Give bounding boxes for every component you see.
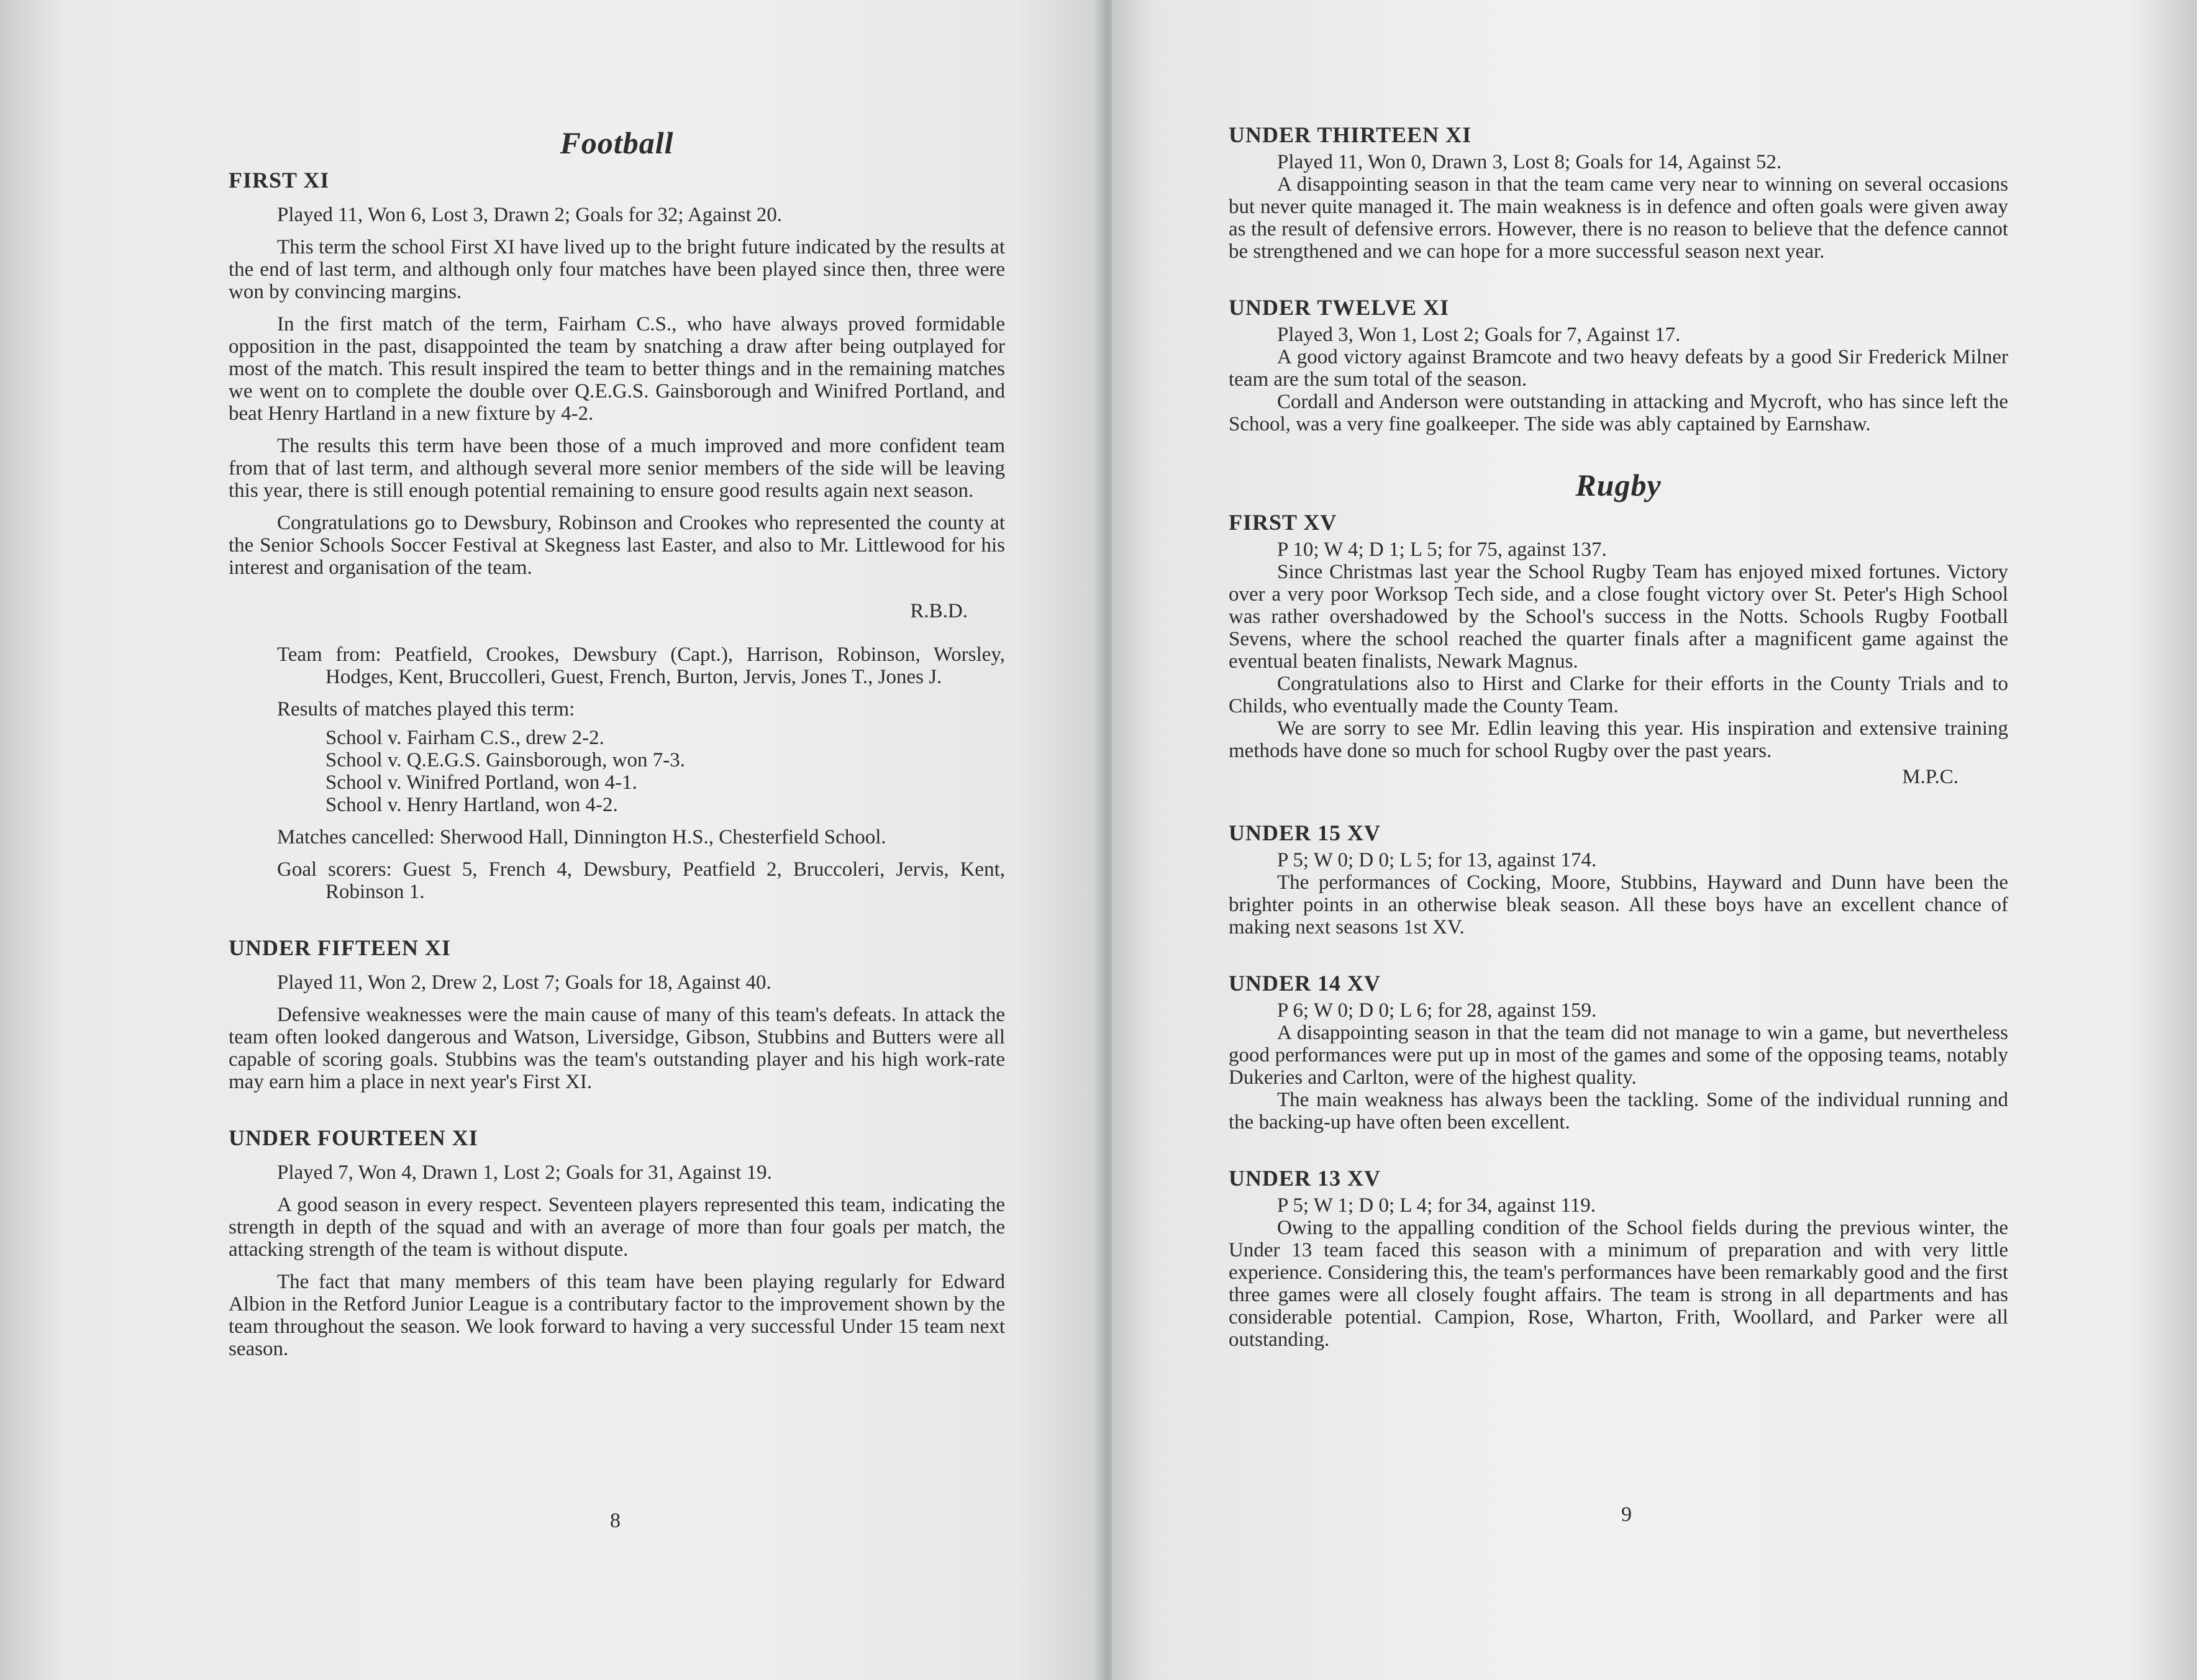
under-twelve-xi-heading: UNDER TWELVE XI <box>1229 295 1450 320</box>
first-xv-para: Since Christmas last year the School Rugby Team has enjoyed mixed fortunes. Victory over a very poor Worksop Tech side, and a close fought victory over St. Peter's High School was rather overshadowed by the School's success in the Notts. Schools Rugby Football Sevens, where the school reached the quarter finals after a magnificent game against the eventual beaten finalists, Newark Magnus. <box>1229 561 2008 673</box>
signature-initials: M.P.C. <box>1902 766 1958 788</box>
results-label: Results of matches played this term: <box>277 698 575 720</box>
right-page <box>1112 0 2197 1680</box>
first-xv-para: Congratulations also to Hirst and Clarke for their efforts in the County Trials and to Childs, who eventually made the County Team. <box>1229 673 2008 717</box>
under-14-xv-para: The main weakness has always been the tackling. Some of the individual running and the backing-up have often been excellent. <box>1229 1089 2008 1133</box>
under-twelve-xi-para: Cordall and Anderson were outstanding in attacking and Mycroft, who has since left the School, was a very fine goalkeeper. The side was ably captained by Earnshaw. <box>1229 391 2008 435</box>
results-list <box>229 727 1005 816</box>
under-fourteen-record: Played 7, Won 4, Drawn 1, Lost 2; Goals for 31, Against 19. <box>277 1161 772 1184</box>
football-title: Football <box>560 125 674 160</box>
under-fourteen-para: A good season in every respect. Seventeen players represented this team, indicating the strength in depth of the squad and with an average of more than four goals per match, the attacking strength of the team is without dispute. <box>229 1194 1005 1261</box>
rugby-title: Rugby <box>1575 468 1662 502</box>
under-13-xv-heading: UNDER 13 XV <box>1229 1166 1381 1191</box>
first-xi-heading: FIRST XI <box>229 168 330 193</box>
under-fourteen-para: The fact that many members of this team have been playing regularly for Edward Albion in the Retford Junior League is a contributary factor to the improvement shown by the team throughout the season. We look forward to having a very successful Under 15 team next season. <box>229 1271 1005 1360</box>
under-14-xv-para: A disappointing season in that the team did not manage to win a game, but nevertheless good performances were put up in most of the games and some of the opposing teams, notably Dukeries and Carlton, were of the highest quality. <box>1229 1022 2008 1089</box>
under-twelve-xi-para: A good victory against Bramcote and two heavy defeats by a good Sir Frederick Milner team are the sum total of the season. <box>1229 346 2008 391</box>
first-xi-para: Congratulations go to Dewsbury, Robinson and Crookes who represented the county at the Senior Schools Soccer Festival at Skegness last Easter, and also to Mr. Littlewood for his interest and organisation of the team. <box>229 512 1005 579</box>
team-list: Team from: Peatfield, Crookes, Dewsbury (Capt.), Harrison, Robinson, Worsley, Hodges, Kent, Bruccolleri, Guest, French, Burton, Jervis, Jones T., Jones J. <box>277 643 1005 688</box>
under-thirteen-xi-heading: UNDER THIRTEEN XI <box>1229 122 1472 147</box>
under-13-xv-record: P 5; W 1; D 0; L 4; for 34, against 119. <box>1277 1194 1596 1217</box>
under-twelve-xi-record: Played 3, Won 1, Lost 2; Goals for 7, Against 17. <box>1277 324 1681 346</box>
first-xi-record: Played 11, Won 6, Lost 3, Drawn 2; Goals for 32; Against 20. <box>277 204 783 226</box>
under-14-xv-heading: UNDER 14 XV <box>1229 971 1381 996</box>
first-xv-para: We are sorry to see Mr. Edlin leaving this year. His inspiration and extensive training methods have done so much for school Rugby over the past years. <box>1229 717 2008 762</box>
under-fifteen-heading: UNDER FIFTEEN XI <box>229 935 452 960</box>
under-15-xv-heading: UNDER 15 XV <box>1229 820 1381 845</box>
result-item: School v. Q.E.G.S. Gainsborough, won 7-3. <box>325 749 685 771</box>
under-fifteen-record: Played 11, Won 2, Drew 2, Lost 7; Goals for 18, Against 40. <box>277 971 771 994</box>
under-fifteen-para: Defensive weaknesses were the main cause of many of this team's defeats. In attack the team often looked dangerous and Watson, Liversidge, Gibson, Stubbins and Butters were all capable of scoring goals. Stubbins was the team's outstanding player and his high work-rate may earn him a place in next year's First XI. <box>229 1004 1005 1093</box>
result-item: School v. Henry Hartland, won 4-2. <box>325 794 618 816</box>
under-thirteen-xi-record: Played 11, Won 0, Drawn 3, Lost 8; Goals for 14, Against 52. <box>1277 151 1782 173</box>
under-thirteen-xi-para: A disappointing season in that the team came very near to winning on several occasions but never quite managed it. The main weakness is in defence and often goals were given away as the result of defensive errors. However, there is no reason to believe that the defence cannot be strengthened and we can hope for a more successful season next year. <box>1229 173 2008 263</box>
result-item: School v. Winifred Portland, won 4-1. <box>325 771 637 794</box>
matches-cancelled: Matches cancelled: Sherwood Hall, Dinnington H.S., Chesterfield School. <box>277 826 886 848</box>
page-number: 9 <box>1621 1503 1632 1526</box>
under-15-xv-record: P 5; W 0; D 0; L 5; for 13, against 174. <box>1277 849 1597 871</box>
right-column <box>1229 121 2008 1351</box>
left-column <box>229 124 1005 1360</box>
goal-scorers: Goal scorers: Guest 5, French 4, Dewsbury, Peatfield 2, Bruccoleri, Jervis, Kent, Robinson 1. <box>277 858 1005 903</box>
under-15-xv-para: The performances of Cocking, Moore, Stubbins, Hayward and Dunn have been the brighter points in an otherwise bleak season. All these boys have an excellent chance of making next seasons 1st XV. <box>1229 871 2008 938</box>
result-item: School v. Fairham C.S., drew 2-2. <box>325 727 604 749</box>
first-xv-heading: FIRST XV <box>1229 510 1337 535</box>
under-fourteen-heading: UNDER FOURTEEN XI <box>229 1125 478 1150</box>
under-14-xv-record: P 6; W 0; D 0; L 6; for 28, against 159. <box>1277 999 1597 1022</box>
under-13-xv-para: Owing to the appalling condition of the School fields during the previous winter, the Under 13 team faced this season with a minimum of preparation and with very little experience. Considering this, the team's performances have been remarkably good and the first three games were all closely fought affairs. The team is strong in all departments and has considerable potential. Campion, Rose, Wharton, Frith, Woollard, and Parker were all outstanding. <box>1229 1217 2008 1351</box>
first-xi-para: The results this term have been those of a much improved and more confident team from that of last term, and although several more senior members of the side will be leaving this year, there is still enough potential remaining to ensure good results again next season. <box>229 435 1005 502</box>
first-xv-record: P 10; W 4; D 1; L 5; for 75, against 137. <box>1277 538 1607 561</box>
first-xi-para: This term the school First XI have lived up to the bright future indicated by the results at the end of last term, and although only four matches have been played since then, three were won by convincing margins. <box>229 236 1005 303</box>
first-xi-para: In the first match of the term, Fairham C.S., who have always proved formidable opposition in the past, disappointed the team by snatching a draw after being outplayed for most of the match. This result inspired the team to better things and in the remaining matches we went on to complete the double over Q.E.G.S. Gainsborough and Winifred Portland, and beat Henry Hartland in a new fixture by 4-2. <box>229 313 1005 425</box>
signature-initials: R.B.D. <box>910 600 968 622</box>
page-number: 8 <box>610 1509 621 1532</box>
